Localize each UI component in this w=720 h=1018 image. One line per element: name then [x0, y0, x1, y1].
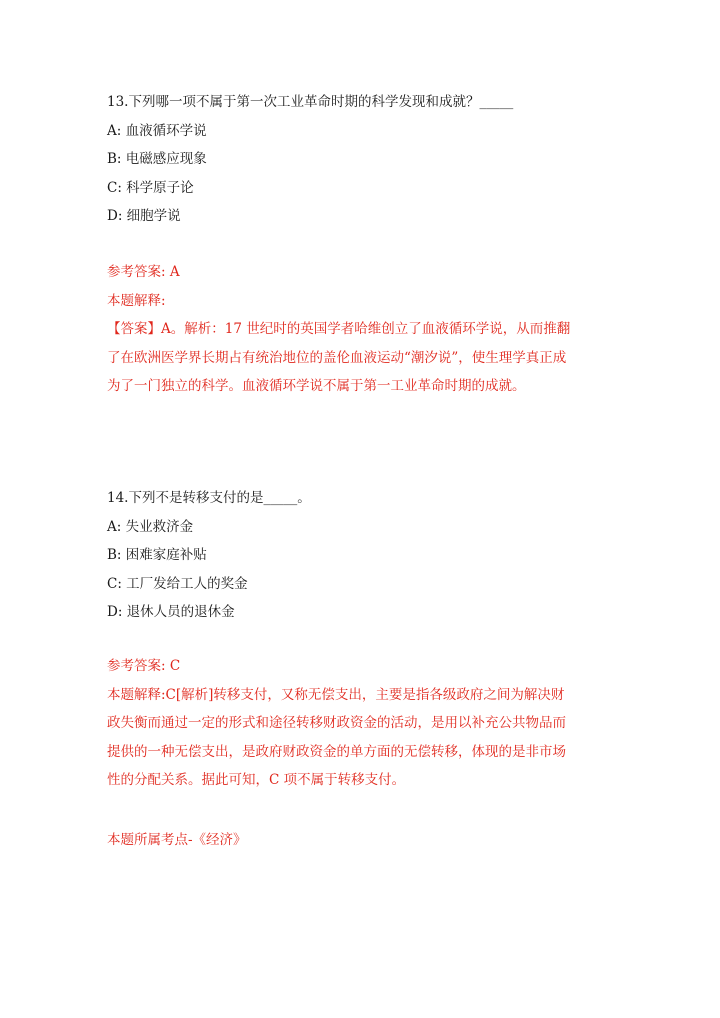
question-13-answer: 参考答案: A — [107, 264, 180, 280]
question-13-explanation-line-1: 【答案】A。解析：17 世纪时的英国学者哈维创立了血液循环学说，从而推翻 — [107, 321, 571, 337]
question-13-option-a: A: 血液循环学说 — [107, 122, 207, 139]
question-13-option-b: B: 电磁感应现象 — [107, 151, 207, 167]
question-14-text: 14.下列不是转移支付的是_____。 — [107, 490, 311, 506]
question-13-text: 13.下列哪一项不属于第一次工业革命时期的科学发现和成就？_____ — [107, 94, 514, 110]
question-14-option-a: A: 失业救济金 — [107, 518, 194, 535]
question-14-explanation-line-2: 政失衡而通过一定的形式和途径转移财政资金的活动，是用以补充公共物品而 — [107, 715, 566, 731]
question-13 — [107, 88, 617, 231]
question-14-option-d: D: 退休人员的退休金 — [107, 604, 235, 620]
question-13-answer-section — [107, 258, 617, 401]
question-13-option-d: D: 细胞学说 — [107, 208, 181, 224]
question-14-answer-section — [107, 652, 617, 795]
question-13-explanation-line-2: 了在欧洲医学界长期占有统治地位的盖伦血液运动“潮汐说”，使生理学真正成 — [107, 349, 567, 366]
question-14-topic: 本题所属考点-《经济》 — [107, 832, 247, 848]
question-14-option-b: B: 困难家庭补贴 — [107, 547, 207, 563]
question-14-explanation-line-4: 性的分配关系。据此可知，C 项不属于转移支付。 — [107, 772, 406, 788]
question-14 — [107, 484, 617, 627]
question-14-explanation-line-3: 提供的一种无偿支出，是政府财政资金的单方面的无偿转移，体现的是非市场 — [107, 743, 566, 760]
question-14-option-c: C: 工厂发给工人的奖金 — [107, 575, 248, 592]
question-14-explanation-line-1: 本题解释:C[解析]转移支付，又称无偿支出，主要是指各级政府之间为解决财 — [107, 686, 565, 703]
question-13-explanation-label: 本题解释: — [107, 292, 166, 309]
question-13-explanation-line-3: 为了一门独立的科学。血液循环学说不属于第一工业革命时期的成就。 — [107, 378, 526, 394]
question-14-answer: 参考答案: C — [107, 658, 181, 674]
question-13-option-c: C: 科学原子论 — [107, 179, 194, 196]
